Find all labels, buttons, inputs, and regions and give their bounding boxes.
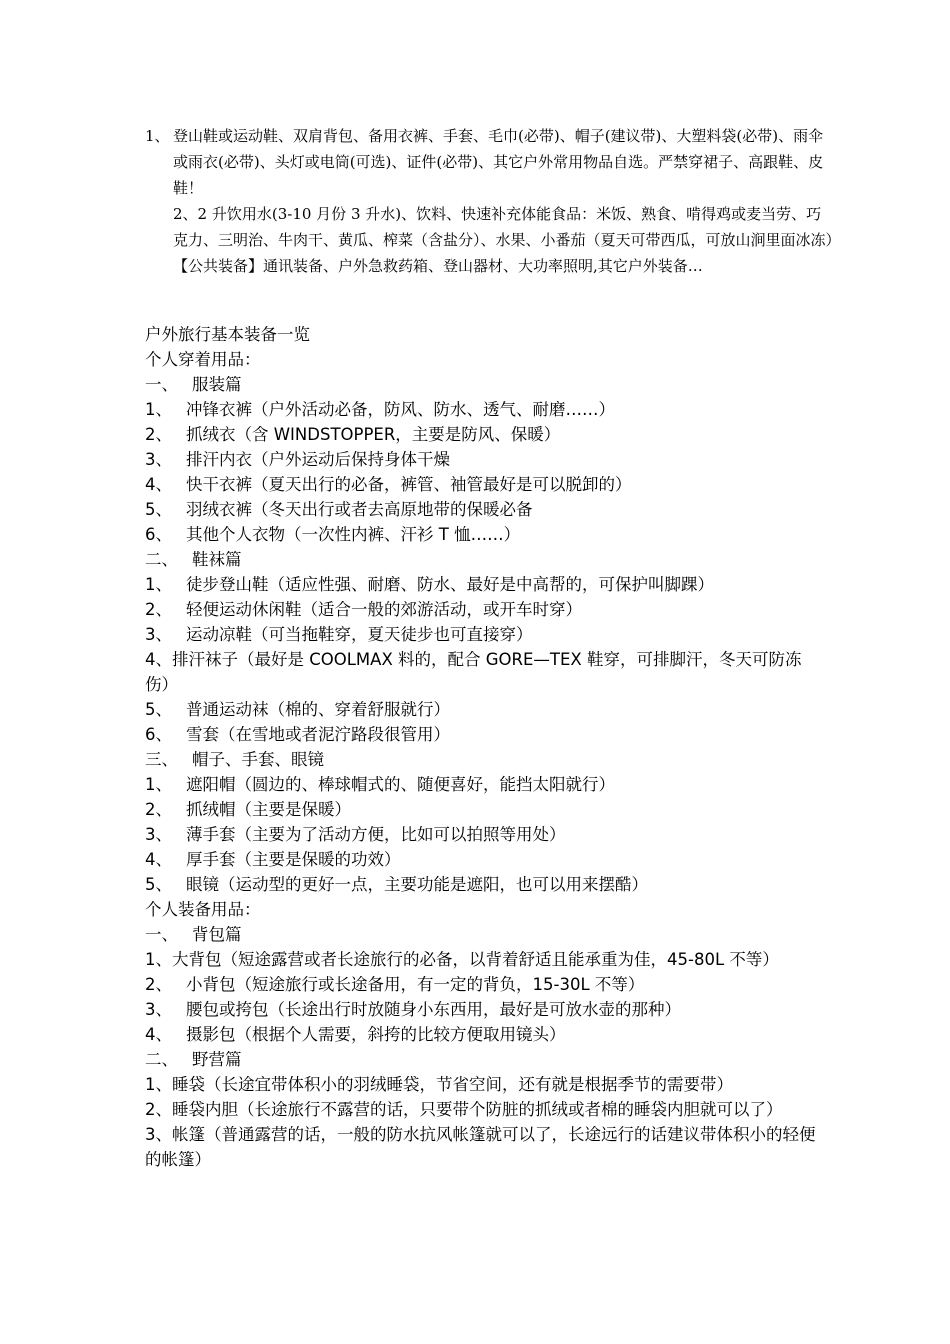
list-item: 6、 雪套（在雪地或者泥泞路段很管用） [145,725,450,744]
list-item: 2、睡袋内胆（长途旅行不露营的话，只要带个防脏的抓绒或者棉的睡袋内胆就可以了） [145,1100,783,1119]
heading-number: 二、 [145,1050,178,1069]
list-item: 2、 抓绒衣（含 WINDSTOPPER，主要是防风、保暖） [145,425,561,444]
heading-hats [145,747,825,772]
list-item: 1、 徒步登山鞋（适应性强、耐磨、防水、最好是中高帮的，可保护叫脚踝） [145,575,714,594]
list-item: 3、 薄手套（主要为了活动方便，比如可以拍照等用处） [145,825,566,844]
heading-text: 鞋袜篇 [192,550,242,569]
list-title: 户外旅行基本装备一览 [145,325,310,344]
list-item: 6、 其他个人衣物（一次性内裤、汗衫 T 恤……） [145,525,521,544]
section-personal-gear: 个人装备用品： [145,900,261,919]
public-equipment-text: 通讯装备、户外急救药箱、登山器材、大功率照明,其它户外装备… [263,257,703,275]
list-item: 5、 普通运动袜（棉的、穿着舒服就行） [145,700,450,719]
heading-text: 背包篇 [192,925,242,944]
list-item: 1、睡袋（长途宜带体积小的羽绒睡袋，节省空间，还有就是根据季节的需要带） [145,1075,733,1094]
heading-camping [145,1047,825,1072]
list-item: 1、 冲锋衣裤（户外活动必备，防风、防水、透气、耐磨……） [145,400,615,419]
heading-backpack [145,922,825,947]
list-item: 3、 排汗内衣（户外运动后保持身体干燥 [145,450,450,469]
list-item: 4、排汗袜子（最好是 COOLMAX 料的，配合 GORE—TEX 鞋穿，可排脚汗，冬天可防冻伤） [145,650,802,694]
list-item: 5、 羽绒衣裤（冬天出行或者去高原地带的保暖必备 [145,500,533,519]
list-item: 4、 厚手套（主要是保暖的功效） [145,850,401,869]
list-item: 3、 腰包或挎包（长途出行时放随身小东西用，最好是可放水壶的那种） [145,1000,681,1019]
note-item-2: 2、2 升饮用水(3-10 月份 3 升水)、饮料、快速补充体能食品：米饭、熟食、啃得鸡或麦当劳、巧克力、三明治、牛肉干、黄瓜、榨菜（含盐分）、水果、小番茄（夏天可带西瓜，可放山涧里面冰冻） [173,205,841,249]
heading-shoes [145,547,825,572]
list-item: 3、 运动凉鞋（可当拖鞋穿，夏天徒步也可直接穿） [145,625,533,644]
list-item: 2、 小背包（短途旅行或长途备用，有一定的背负，15-30L 不等） [145,975,645,994]
list-item: 4、 快干衣裤（夏天出行的必备，裤管、袖管最好是可以脱卸的） [145,475,632,494]
heading-number: 一、 [145,925,178,944]
list-item: 3、帐篷（普通露营的话，一般的防水抗风帐篷就可以了，长途远行的话建议带体积小的轻便的帐篷） [145,1125,816,1169]
heading-text: 野营篇 [192,1050,242,1069]
heading-text: 服装篇 [192,375,242,394]
list-item: 2、 轻便运动休闲鞋（适合一般的郊游活动，或开车时穿） [145,600,582,619]
heading-clothing [145,372,825,397]
note-item-number: 1、 [145,127,170,145]
heading-number: 二、 [145,550,178,569]
top-notes [145,123,841,279]
list-item: 5、 眼镜（运动型的更好一点，主要功能是遮阳，也可以用来摆酷） [145,875,648,894]
list-item: 1、大背包（短途露营或者长途旅行的必备，以背着舒适且能承重为佳，45-80L 不等） [145,950,779,969]
public-equipment-label: 【公共装备】 [173,257,264,275]
heading-text: 帽子、手套、眼镜 [192,750,324,769]
list-item: 4、 摄影包（根据个人需要，斜挎的比较方便取用镜头） [145,1025,566,1044]
heading-number: 三、 [145,750,178,769]
note-item-1 [145,123,835,201]
heading-number: 一、 [145,375,178,394]
equipment-list [145,322,825,1172]
list-item: 1、 遮阳帽（圆边的、棒球帽式的、随便喜好，能挡太阳就行） [145,775,615,794]
section-personal-wear: 个人穿着用品： [145,350,261,369]
public-equipment [145,253,835,279]
note-item-text: 登山鞋或运动鞋、双肩背包、备用衣裤、手套、毛巾(必带)、帽子(建议带)、大塑料袋(必带)、雨伞或雨衣(必带)、头灯或电筒(可选)、证件(必带)、其它户外常用物品自选。严禁穿裙子、高跟鞋、皮鞋！ [173,127,824,197]
list-item: 2、 抓绒帽（主要是保暖） [145,800,351,819]
